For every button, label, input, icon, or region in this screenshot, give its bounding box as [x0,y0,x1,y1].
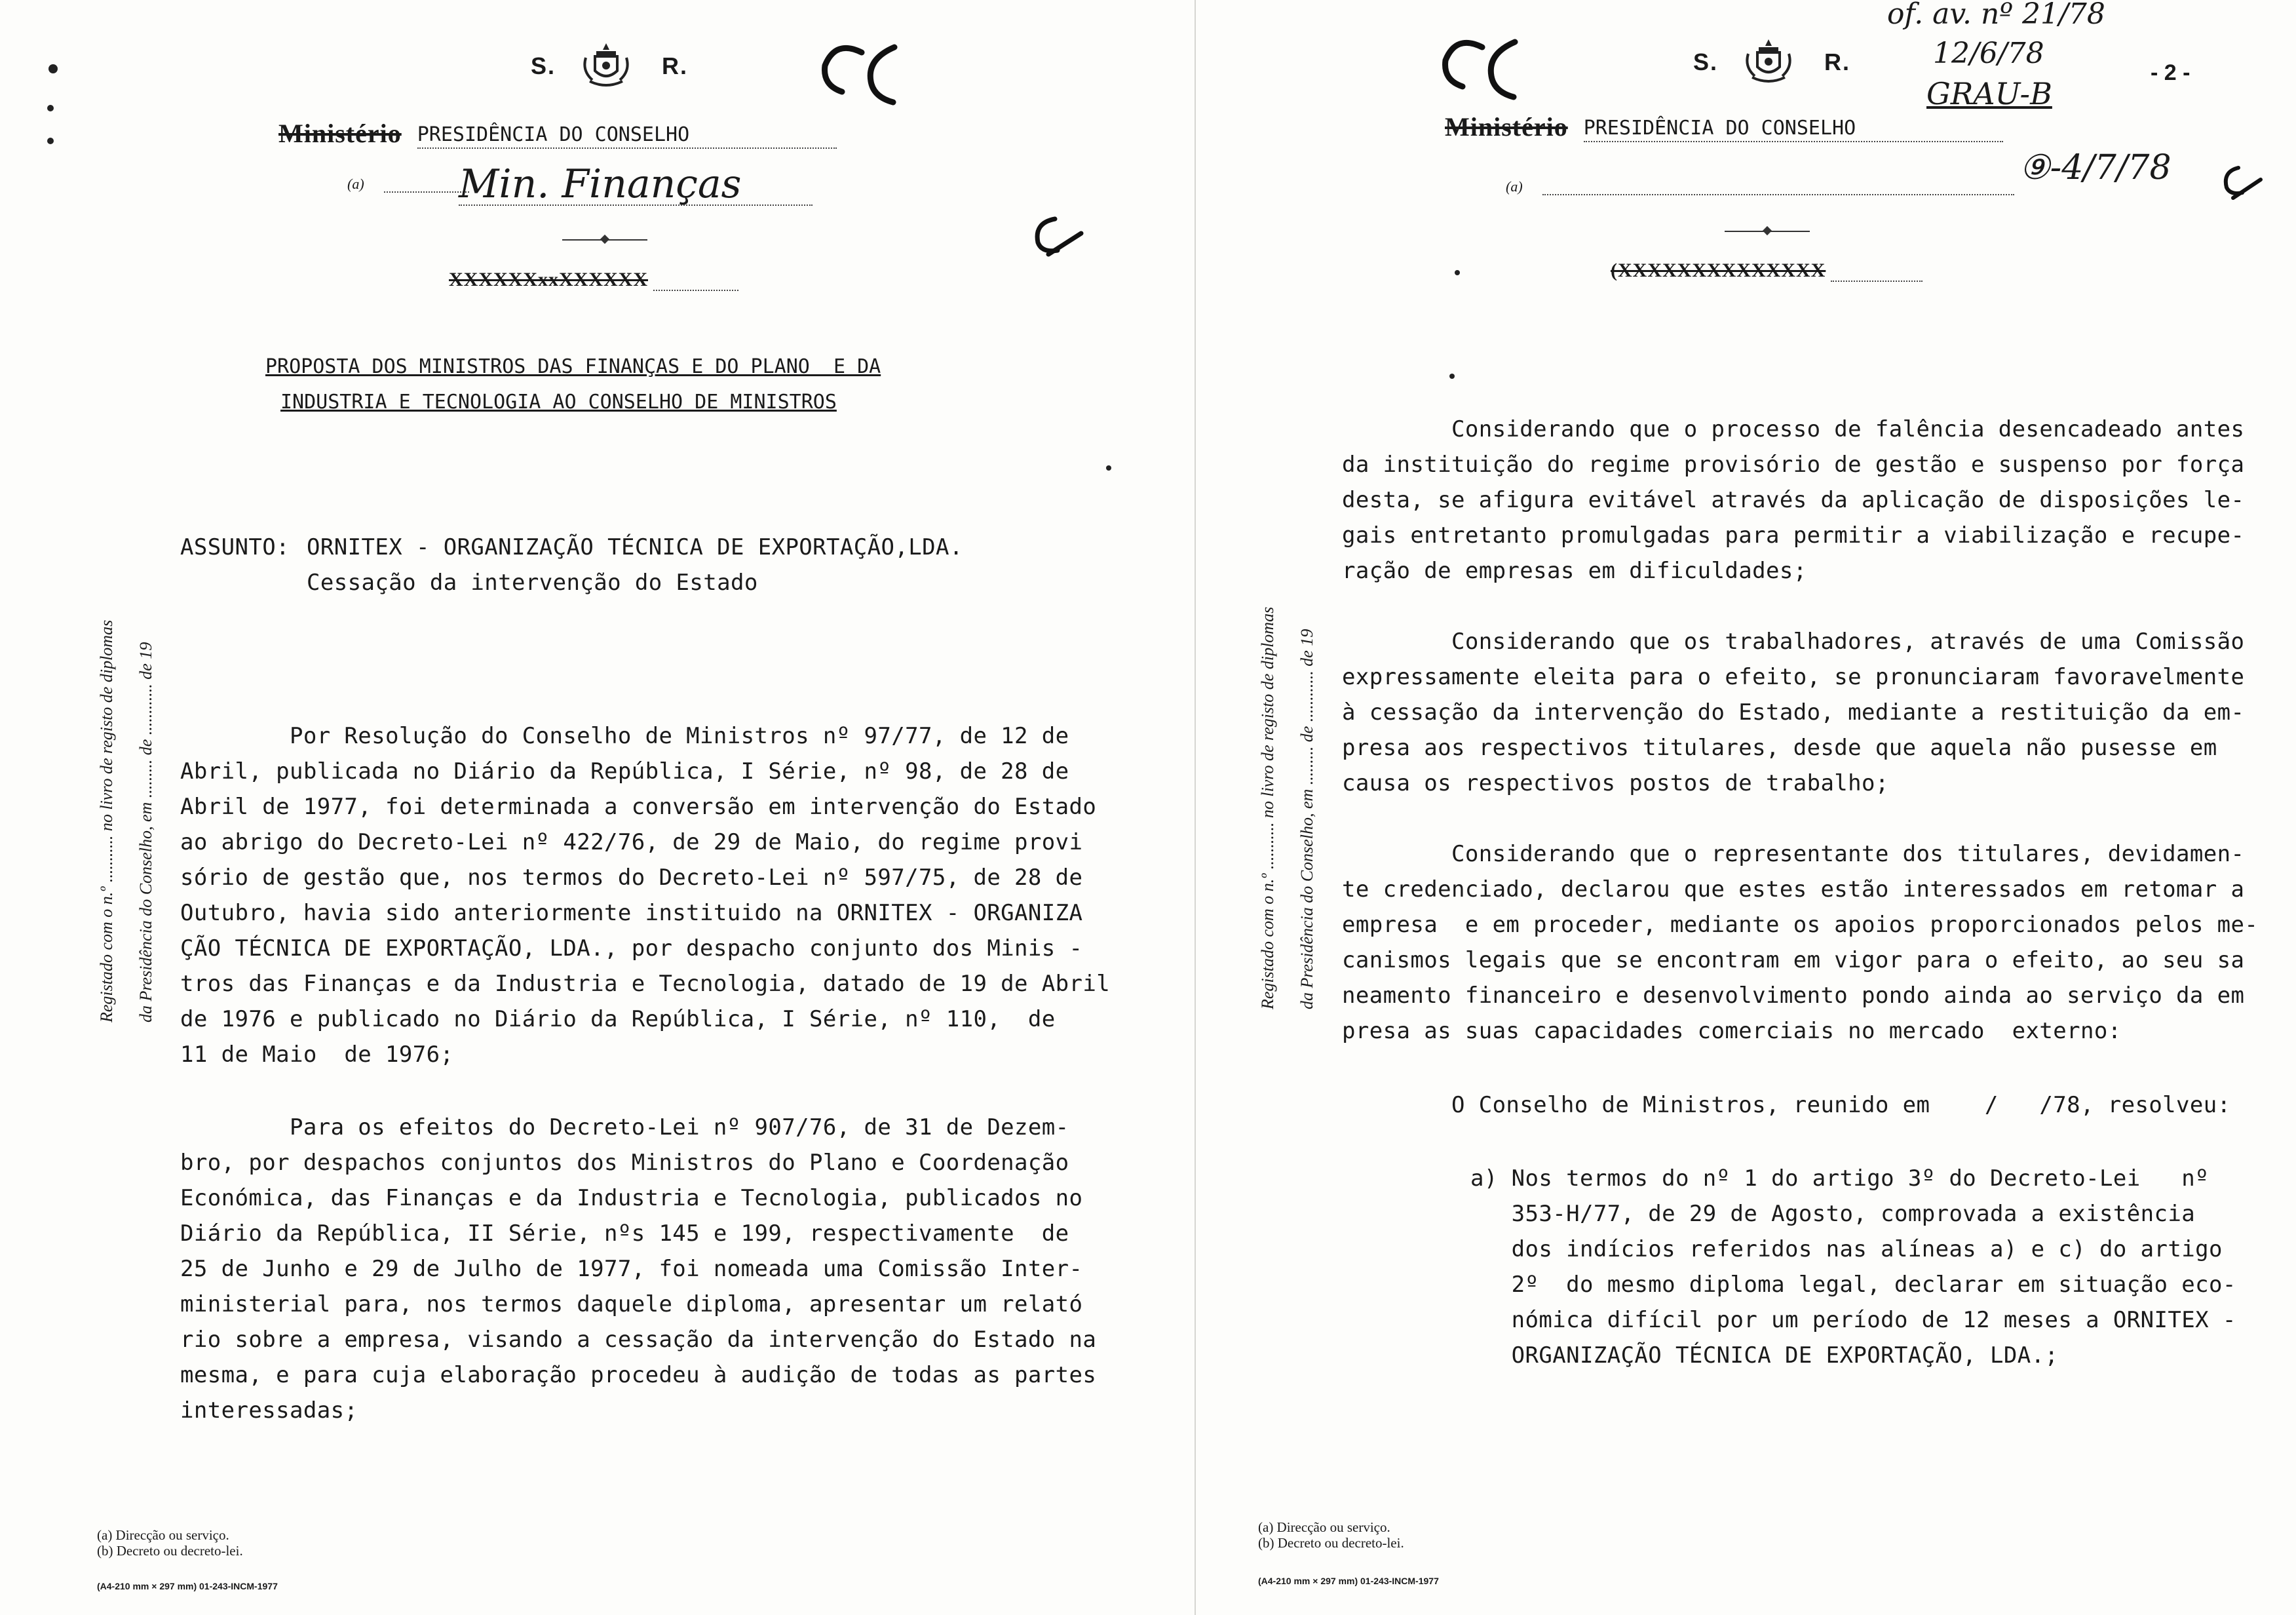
handwritten-ministry: Min. Finanças [459,161,742,207]
reference-number-struck: (XXXXXXXXXXXXXX [1611,260,1826,281]
text-line: presa as suas capacidades comerciais no mercado externo: [1342,1018,2122,1044]
service-a-label: (a) [1506,178,1523,195]
text-line: de 1976 e publicado no Diário da República, I Série, nº 110, de [180,1006,1056,1032]
ministry-line [278,118,837,149]
text-line: causa os respectivos postos de trabalho; [1342,770,1889,796]
text-line: empresa e em proceder, mediante os apoios proporcionados pelos me- [1342,912,2259,938]
registry-side-text-inner: da Presidência do Conselho, em ......... de ............ de 19 [1297,629,1316,1009]
text-line: da instituição do regime provisório de gestão e suspenso por força [1342,452,2245,478]
service-a-label: (a) [347,176,364,192]
text-line: 2º do mesmo diploma legal, declarar em situação eco- [1470,1272,2236,1298]
text-line: expressamente eleita para o efeito, se pronunciaram favoravelmente [1342,664,2245,690]
text-line: Considerando que o representante dos titulares, devidamen- [1342,841,2245,867]
handwritten-check-mark-icon [1029,210,1088,262]
ministry-line [1445,111,2003,142]
scan-speck [47,138,54,144]
text-line: ORGANIZAÇÃO TÉCNICA DE EXPORTAÇÃO, LDA.; [1470,1342,2059,1369]
text-line: à cessação da intervenção do Estado, mediante a restituição da em- [1342,699,2245,726]
ministry-struck-label: Ministério [278,119,402,148]
separator-ornament [1725,231,1810,232]
registry-side-text-inner: da Presidência do Conselho, em ......... de ............ de 19 [136,642,155,1022]
text-line: canismos legais que se encontram em vigor para o efeito, ao seu sa [1342,947,2245,973]
scan-speck [1455,270,1460,275]
reference-line [1611,260,1923,282]
coat-of-arms-icon [577,38,636,90]
text-line: tros das Finanças e da Industria e Tecnologia, datado de 19 de Abril [180,971,1111,997]
text-line: Diário da República, II Série, nºs 145 e 199, respectivamente de [180,1220,1069,1247]
text-line: ração de empresas em dificuldades; [1342,558,1807,584]
text-line: ministerial para, nos termos daquele diploma, apresentar um relató [180,1291,1083,1317]
form-code: (A4-210 mm × 297 mm) 01-243-INCM-1977 [97,1581,278,1591]
header-r: R. [662,52,688,79]
presidency-label: PRESIDÊNCIA DO CONSELHO [1584,117,2003,142]
scan-speck [1449,374,1455,379]
footnote-b: (b) Decreto ou decreto-lei. [1258,1535,1404,1551]
text-line: presa aos respectivos titulares, desde que aquela não pusesse em [1342,735,2217,761]
text-line: Considerando que os trabalhadores, através de uma Comissão [1342,629,2245,655]
text-line: ÇÃO TÉCNICA DE EXPORTAÇÃO, LDA., por despacho conjunto dos Minis - [180,935,1083,962]
page-number: - 2 - [2151,60,2191,85]
scan-speck [47,105,54,111]
footnote-b: (b) Decreto ou decreto-lei. [97,1543,243,1559]
reference-number-struck: XXXXXXxxXXXXXX [449,269,648,290]
text-line: Económica, das Finanças e da Industria e Tecnologia, publicados no [180,1185,1083,1211]
header-s: S. [531,52,556,79]
handwritten-check-mark-icon [2219,160,2265,206]
handwritten-entry-number: ⑨-4/7/78 [2019,148,2172,187]
text-line: mesma, e para cuja elaboração procedeu à audição de todas as partes [180,1362,1097,1388]
text-line: Considerando que o processo de falência desencadeado antes [1342,416,2245,442]
scan-speck [1106,465,1111,471]
service-line [1506,178,2014,195]
header-s: S. [1693,49,1719,75]
reference-line [449,269,738,291]
registry-side-text-outer: Registado com o n.º ........... no livro de registo de diplomas [1258,606,1277,1009]
text-line: ao abrigo do Decreto-Lei nº 422/76, de 29 de Maio, do regime provi [180,829,1083,855]
service-line [347,176,469,193]
handwritten-reference: of. av. nº 21/78 [1887,0,2105,31]
text-line: Abril de 1977, foi determinada a conversão em intervenção do Estado [180,794,1097,820]
handwritten-grade: GRAU-B [1926,76,2052,111]
handwritten-date: 12/6/78 [1933,37,2044,70]
footnote-a: (a) Direcção ou serviço. [97,1527,229,1543]
text-line: neamento financeiro e desenvolvimento pondo ainda ao serviço da em [1342,983,2245,1009]
text-line: interessadas; [180,1397,358,1424]
separator-ornament [562,239,647,241]
right-page [1193,0,2296,1615]
coat-of-arms-icon [1739,34,1798,87]
title-line-2: INDUSTRIA E TECNOLOGIA AO CONSELHO DE MINISTROS [280,391,837,414]
assunto-line-2: Cessação da intervenção do Estado [307,570,758,596]
text-line: Abril, publicada no Diário da República, I Série, nº 98, de 28 de [180,758,1069,785]
form-code: (A4-210 mm × 297 mm) 01-243-INCM-1977 [1258,1576,1439,1586]
text-line: bro, por despachos conjuntos dos Ministros do Plano e Coordenação [180,1150,1069,1176]
assunto-label: ASSUNTO: [180,534,290,560]
title-line-1: PROPOSTA DOS MINISTROS DAS FINANÇAS E DO PLANO E DA [265,355,881,378]
handwritten-flourish-icon [1436,34,1521,106]
footnote-a: (a) Direcção ou serviço. [1258,1519,1390,1535]
text-line: gais entretanto promulgadas para permitir a viabilização e recupe- [1342,522,2245,549]
registry-side-text-outer: Registado com o n.º ........... no livro de registo de diplomas [97,619,116,1022]
text-line: desta, se afigura evitável através da aplicação de disposições le- [1342,487,2245,513]
text-line: 353-H/77, de 29 de Agosto, comprovada a existência [1470,1201,2196,1227]
text-line: sório de gestão que, nos termos do Decreto-Lei nº 597/75, de 28 de [180,865,1083,891]
ministry-struck-label: Ministério [1445,112,1568,142]
text-line: dos indícios referidos nas alíneas a) e c) do artigo [1470,1236,2223,1262]
text-line: 25 de Junho e 29 de Julho de 1977, foi nomeada uma Comissão Inter- [180,1256,1083,1282]
presidency-label: PRESIDÊNCIA DO CONSELHO [417,123,837,149]
text-line: Para os efeitos do Decreto-Lei nº 907/76, de 31 de Dezem- [180,1114,1069,1140]
text-line: Por Resolução do Conselho de Ministros nº 97/77, de 12 de [180,723,1069,749]
header-r: R. [1824,49,1850,75]
text-line: te credenciado, declarou que estes estão interessados em retomar a [1342,876,2245,903]
text-line: nómica difícil por um período de 12 meses a ORNITEX - [1470,1307,2236,1333]
resolution-line: O Conselho de Ministros, reunido em / /78, resolveu: [1342,1092,2231,1118]
assunto-line-1: ORNITEX - ORGANIZAÇÃO TÉCNICA DE EXPORTAÇÃO,LDA. [307,534,963,560]
text-line: Outubro, havia sido anteriormente instituido na ORNITEX - ORGANIZA [180,900,1083,926]
text-line: rio sobre a empresa, visando a cessação da intervenção do Estado na [180,1327,1097,1353]
text-line: 11 de Maio de 1976; [180,1041,454,1068]
scan-speck [48,64,58,73]
text-line: a) Nos termos do nº 1 do artigo 3º do Decreto-Lei nº [1470,1165,2209,1192]
handwritten-flourish-icon [816,39,901,111]
